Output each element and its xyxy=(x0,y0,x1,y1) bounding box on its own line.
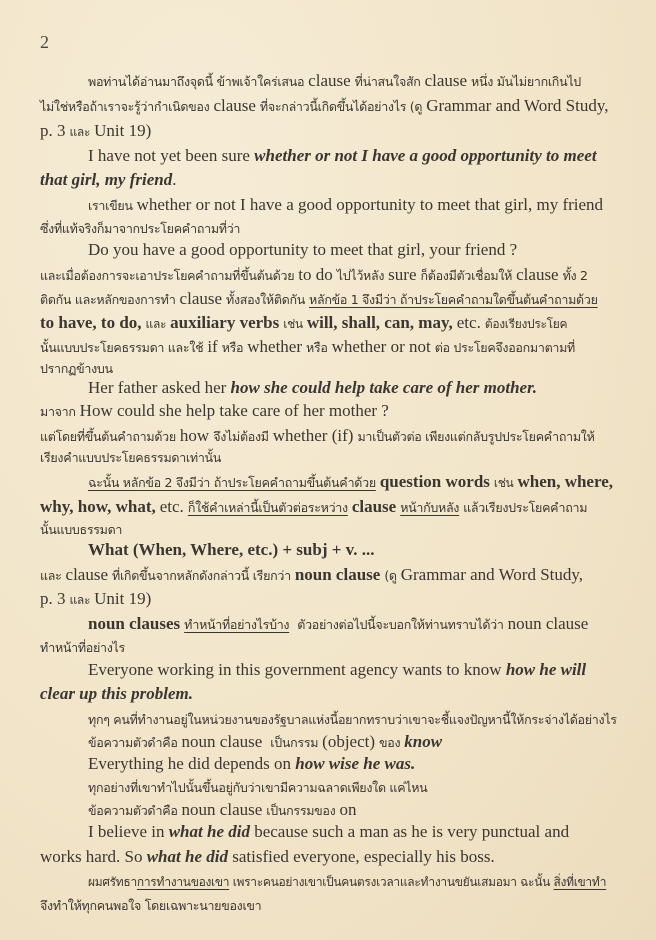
bold-term: clause xyxy=(351,497,397,516)
bold-term: noun clause xyxy=(294,565,381,584)
bold-term: question words xyxy=(379,472,490,491)
thai-text: มาเป็นตัวต่อ เพียงแต่กลับรูปประโยคคำถามให้ xyxy=(357,429,595,444)
english-text: if xyxy=(207,337,218,356)
example-sentence: Do you have a good opportunity to meet that girl, your friend ? xyxy=(88,240,518,259)
english-text: clause xyxy=(179,289,223,308)
thai-text: ผมศรัทธา xyxy=(88,875,137,889)
thai-text: หรือ xyxy=(221,340,244,355)
paragraph-line: จึงทำให้ทุกคนพอใจ โดยเฉพาะนายของเขา xyxy=(40,898,262,913)
paragraph-line xyxy=(88,732,442,753)
thai-text: เช่น xyxy=(283,317,303,331)
emphasized-word: know xyxy=(404,732,443,751)
thai-text: ข้อความตัวดำคือ xyxy=(88,803,178,818)
english-text: Unit 19) xyxy=(94,121,152,140)
english-text: etc. xyxy=(159,497,184,516)
thai-text: เราเขียน xyxy=(88,198,133,213)
english-text: Grammar and Word Study, xyxy=(426,96,609,115)
thai-text: ต่อ ประโยคจึงออกมาตามที่ xyxy=(434,340,575,355)
underlined-thai-text: หน้ากับหลัง xyxy=(400,500,460,515)
example-sentence: clear up this problem. xyxy=(40,684,194,703)
thai-text: พอท่านได้อ่านมาถึงจุดนี้ ข้าพเจ้าใคร่เสนอ xyxy=(88,74,305,89)
paragraph-line xyxy=(40,497,587,518)
emphasized-clause: whether or not I have a good opportunity to meet xyxy=(254,146,597,165)
thai-text: จึงไม่ต้องมี xyxy=(213,429,269,444)
thai-text: และ xyxy=(69,593,91,607)
paragraph-line: ทุกอย่างที่เขาทำไปนั้นขึ้นอยู่กับว่าเขามีความฉลาดเพียงใด แค่ไหน xyxy=(88,780,428,795)
punctuation: . xyxy=(172,170,177,189)
thai-text: หรือ xyxy=(306,340,328,355)
thai-text: ทั้ง 2 xyxy=(562,268,588,283)
english-text: p. 3 xyxy=(40,121,66,140)
thai-text: และ xyxy=(40,568,62,583)
bold-term: will, shall, can, may, xyxy=(306,313,453,332)
thai-text: และ xyxy=(145,317,167,331)
example-sentence xyxy=(88,660,586,680)
english-text: I have not yet been sure xyxy=(88,146,255,165)
thai-text: เป็นกรรมของ xyxy=(266,803,336,818)
underlined-thai-text: ก็ใช้คำเหล่านี้เป็นตัวต่อระหว่าง xyxy=(187,500,348,515)
paragraph-line: ทำหน้าที่อย่างไร xyxy=(40,640,125,655)
paragraph-line xyxy=(40,337,575,358)
paragraph-line: ซึ่งที่แท้จริงก็มาจากประโยคคำถามที่ว่า xyxy=(40,221,241,236)
page-number: 2 xyxy=(40,32,49,52)
thai-text: ที่เกิดขึ้นจากหลักดังกล่าวนี้ เรียกว่า xyxy=(112,568,291,583)
english-text: clause xyxy=(424,71,468,90)
bold-term: when, where, xyxy=(517,472,614,491)
english-text: noun clause xyxy=(181,732,263,751)
thai-text: ข้อความตัวดำคือ xyxy=(88,735,178,750)
thai-text: ที่น่าสนใจสัก xyxy=(354,74,421,89)
english-text: whether xyxy=(247,337,303,356)
emphasized-clause: how he will xyxy=(505,660,587,679)
thai-text: แต่โดยที่ขึ้นต้นคำถามด้วย xyxy=(40,429,176,444)
thai-text: นั้นแบบประโยคธรรมดา และใช้ xyxy=(40,340,204,355)
english-text: p. 3 xyxy=(40,589,66,608)
english-text: clause xyxy=(65,565,109,584)
example-sentence xyxy=(40,847,495,867)
paragraph-line xyxy=(88,873,606,892)
example-sentence xyxy=(40,170,176,190)
english-text: noun clause xyxy=(507,614,589,633)
thai-text: และ xyxy=(69,125,91,139)
english-text: on xyxy=(339,800,357,819)
thai-text: ตัวอย่างต่อไปนี้จะบอกให้ท่านทราบได้ว่า xyxy=(297,617,504,632)
thai-text: แล้วเรียงประโยคคำถาม xyxy=(463,500,588,515)
underlined-thai-text: สิ่งที่เขาทำ xyxy=(553,875,607,889)
english-text: noun clause xyxy=(181,800,263,819)
emphasized-clause: what he did xyxy=(168,822,250,841)
paragraph-line xyxy=(40,96,608,117)
english-text: clause xyxy=(213,96,256,115)
english-text: satisfied everyone, especially his boss. xyxy=(227,847,495,866)
english-text: I believe in xyxy=(88,822,169,841)
thai-text: ไม่ใช่หรือถ้าเราจะรู้ว่ากำเนิดของ xyxy=(40,99,210,114)
english-text: how xyxy=(179,426,210,445)
english-text: etc. xyxy=(456,313,481,332)
english-text: Grammar and Word Study, xyxy=(400,565,584,584)
thai-text: ติดกัน และหลักของการทำ xyxy=(40,292,176,307)
thai-text: ทั้งสองให้ติดกัน xyxy=(226,292,306,307)
thai-text: ก็ต้องมีตัวเชื่อมให้ xyxy=(420,268,513,283)
english-text: works hard. So xyxy=(40,847,147,866)
english-text: whether or not xyxy=(331,337,431,356)
bold-term: why, how, what, xyxy=(40,497,156,516)
paragraph-line xyxy=(40,426,595,447)
english-text: whether (if) xyxy=(272,426,354,445)
example-sentence xyxy=(88,378,537,398)
thai-text: ต้องเรียงประโยค xyxy=(484,317,568,331)
paragraph-line xyxy=(40,565,583,586)
thai-text: เช่น xyxy=(493,476,514,490)
english-text: Unit 19) xyxy=(94,589,152,608)
thai-text: (ดู xyxy=(384,568,397,583)
paragraph-line xyxy=(40,265,588,286)
english-text: Everyone working in this government agency wants to know xyxy=(88,660,506,679)
thai-text: เป็นกรรม xyxy=(270,735,319,750)
paragraph-line xyxy=(40,289,598,310)
english-text: clause xyxy=(308,71,351,90)
paragraph-line xyxy=(40,589,151,610)
paragraph-line xyxy=(88,614,588,635)
bold-term: auxiliary verbs xyxy=(170,313,280,332)
paragraph-line xyxy=(88,472,613,493)
bold-term: noun clauses xyxy=(88,614,181,633)
example-sentence xyxy=(88,754,415,774)
underlined-thai-text: ทำหน้าที่อย่างไรบ้าง xyxy=(184,617,290,632)
paragraph-line xyxy=(88,71,581,92)
example-sentence xyxy=(88,146,597,166)
english-text: How could she help take care of her mother ? xyxy=(79,401,389,420)
paragraph-line: เรียงคำแบบประโยคธรรมดาเท่านั้น xyxy=(40,450,222,465)
thai-text: มาจาก xyxy=(40,404,76,419)
rule-2-underlined: ฉะนั้น หลักข้อ 2 จึงมีว่า ถ้าประโยคคำถามขึ้นต้นคำด้วย xyxy=(88,475,376,490)
paragraph-line xyxy=(40,313,567,334)
english-text: Her father asked her xyxy=(88,378,231,397)
emphasized-clause: how wise he was. xyxy=(295,754,416,773)
paragraph-line: นั้นแบบธรรมดา xyxy=(40,522,123,537)
english-text: whether or not I have a good opportunity to meet that girl, my friend xyxy=(136,195,604,214)
paragraph-line xyxy=(40,121,151,142)
emphasized-clause: that girl, my friend xyxy=(40,170,173,189)
example-sentence xyxy=(88,822,569,842)
paragraph-line xyxy=(88,800,356,821)
english-text: because such a man as he is very punctual and xyxy=(249,822,570,841)
thai-text: ไปไว้หลัง xyxy=(336,268,385,283)
english-text: to do xyxy=(298,265,333,284)
thai-text: เพราะคนอย่างเขาเป็นคนตรงเวลาและทำงานขยันเสมอมา ฉะนั้น xyxy=(229,875,554,889)
formula: What (When, Where, etc.) + subj + v. ... xyxy=(88,540,375,559)
rule-1-underlined: หลักข้อ 1 จึงมีว่า ถ้าประโยคคำถามใดขึ้นต้นคำถามด้วย xyxy=(309,292,598,307)
paragraph-line xyxy=(88,195,603,216)
thai-text: ที่จะกล่าวนี้เกิดขึ้นได้อย่างไร (ดู xyxy=(259,99,423,114)
english-text: sure xyxy=(388,265,417,284)
thai-text: ของ xyxy=(379,735,401,750)
english-text: clause xyxy=(516,265,559,284)
underlined-thai-text: การทำงานของเขา xyxy=(136,875,230,889)
paragraph-line: ทุกๆ คนที่ทำงานอยู่ในหน่วยงานของรัฐบาลแห่งนี้อยากทราบว่าเขาจะชี้แจงปัญหานี้ให้กระจ่างได้อย่างไร xyxy=(88,712,617,727)
paragraph-line: ปรากฏข้างบน xyxy=(40,361,113,376)
thai-text: หนึ่ง มันไม่ยากเกินไป xyxy=(471,74,581,89)
emphasized-clause: what he did xyxy=(146,847,228,866)
thai-text: และเมื่อต้องการจะเอาประโยคคำถามที่ขึ้นต้นด้วย xyxy=(40,268,295,283)
english-text: Everything he did depends on xyxy=(88,754,296,773)
emphasized-clause: how she could help take care of her mother. xyxy=(230,378,538,397)
bold-term: to have, to do, xyxy=(40,313,142,332)
paragraph-line xyxy=(40,401,389,422)
english-text: (object) xyxy=(322,732,376,751)
